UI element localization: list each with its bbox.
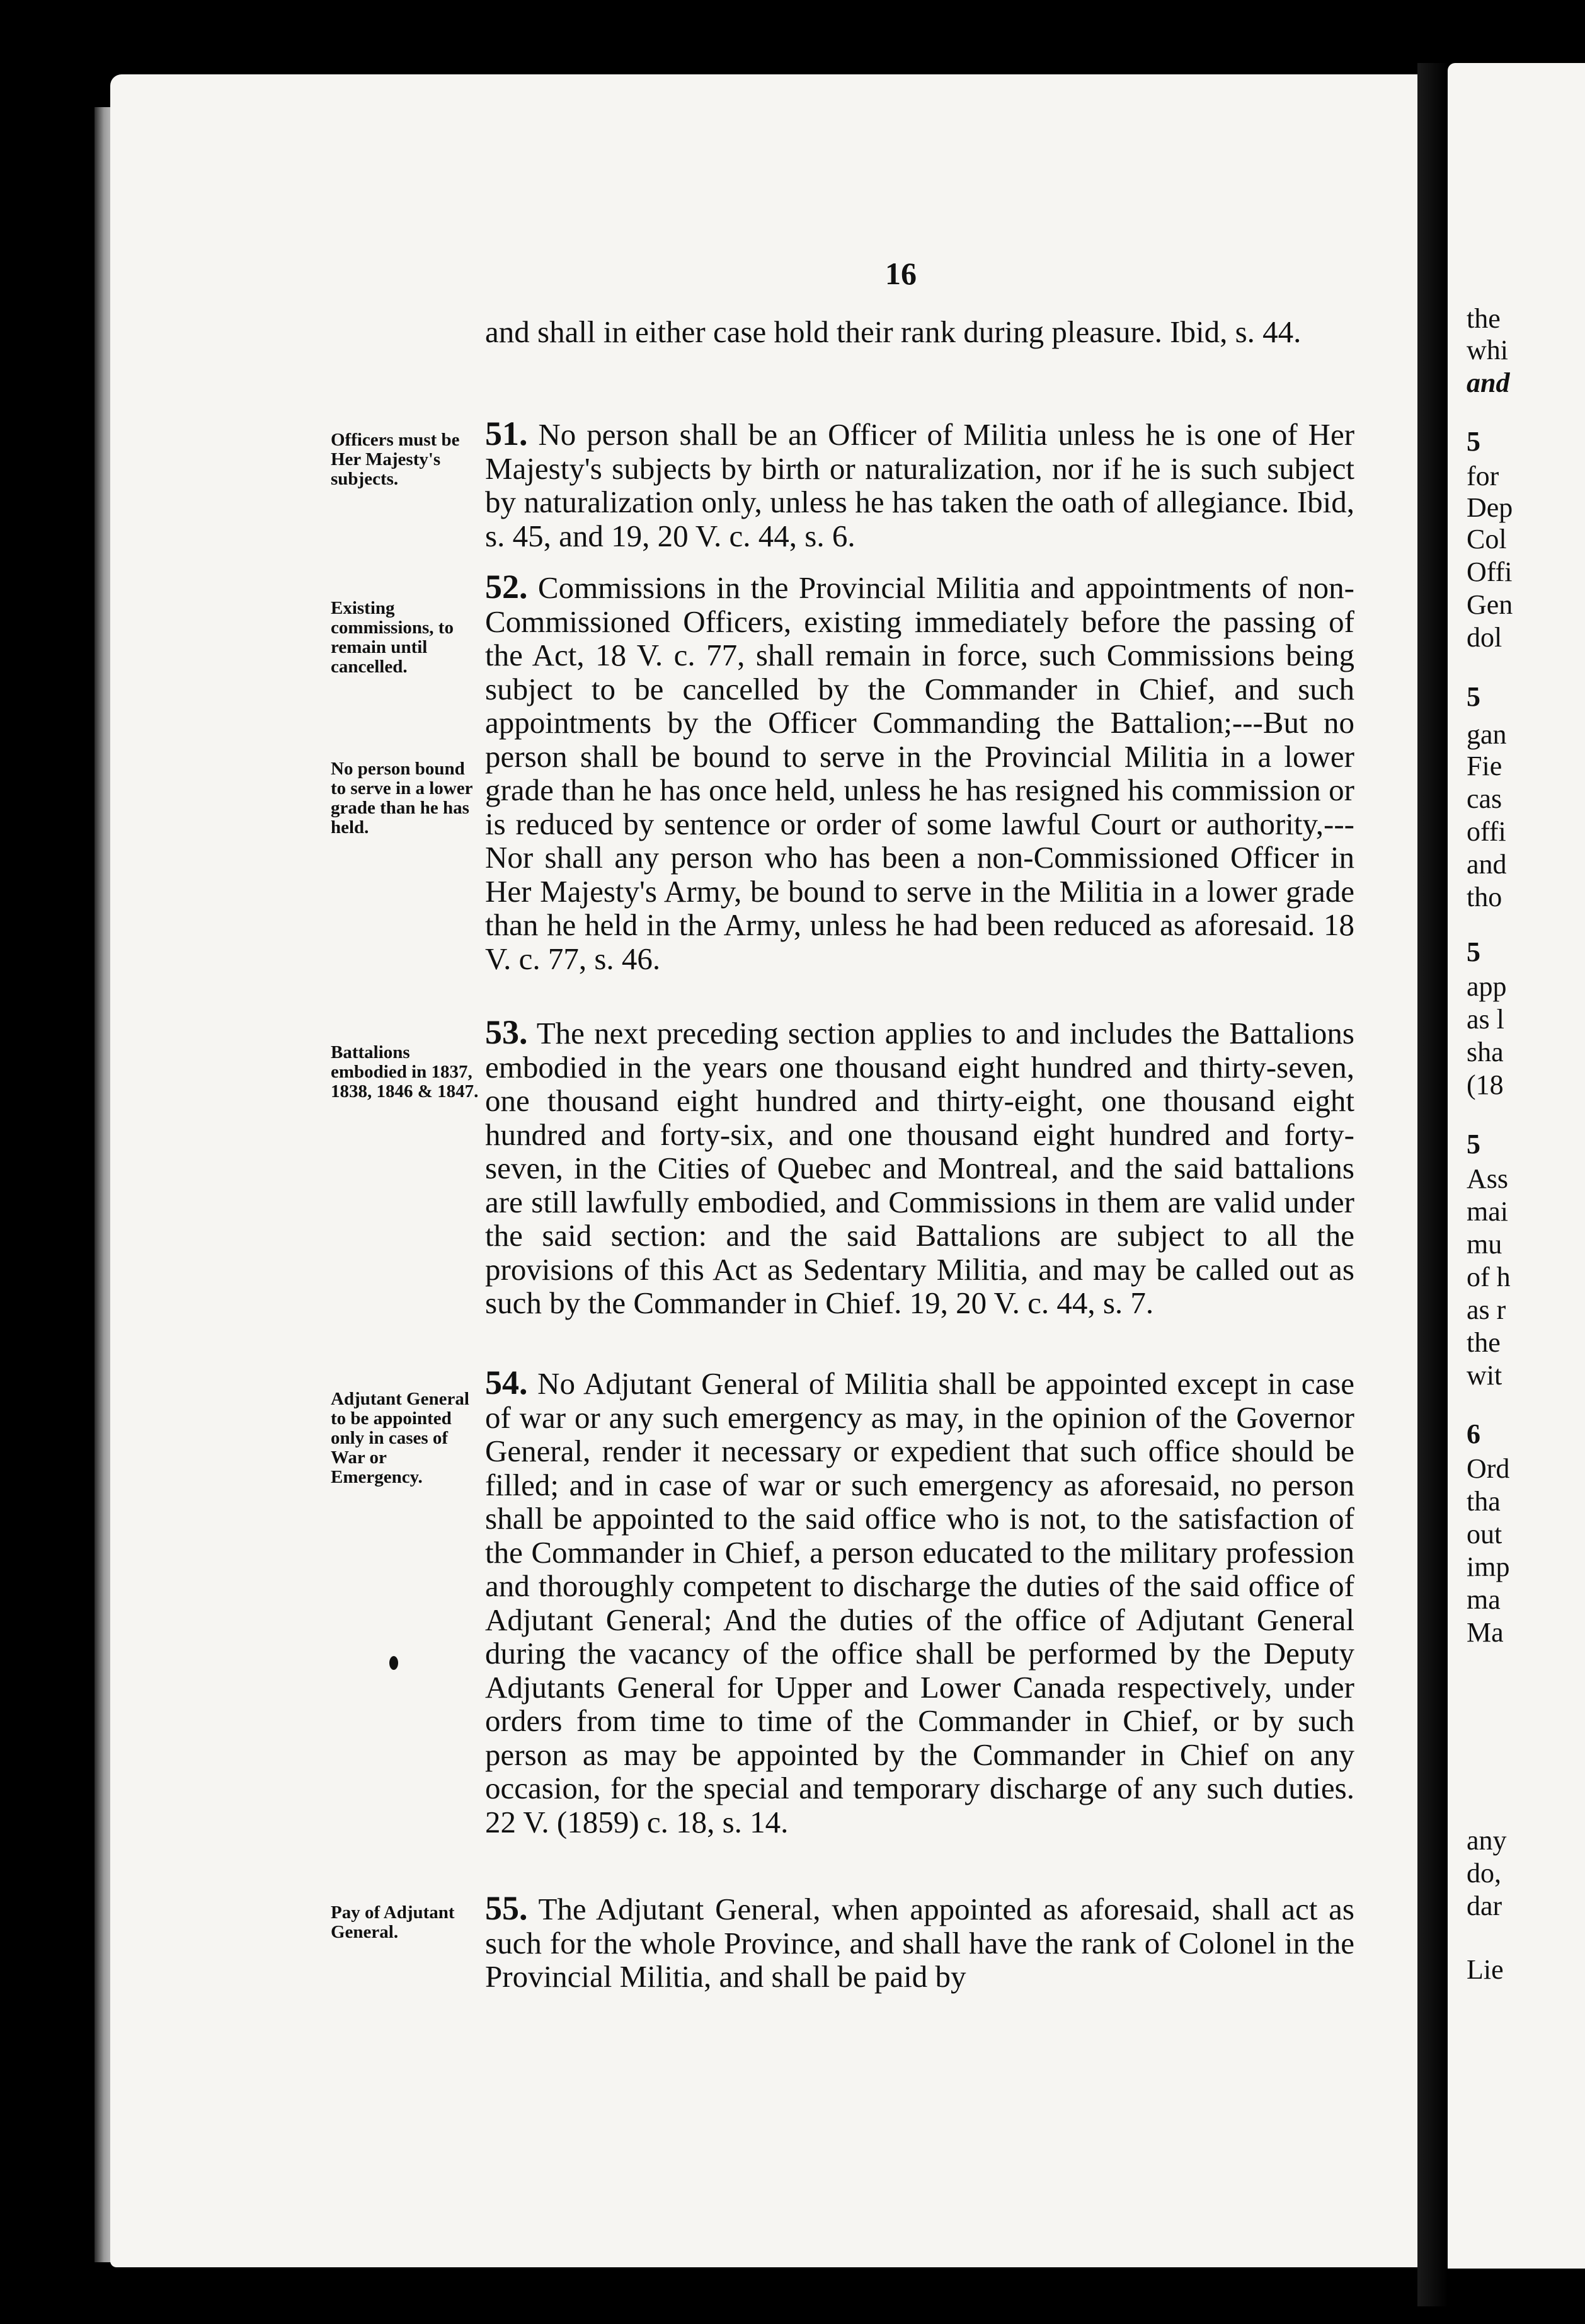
facing-fragment: 5 xyxy=(1467,936,1480,967)
facing-fragment: as l xyxy=(1467,1004,1504,1035)
section-number: 52. xyxy=(485,568,528,606)
facing-fragment: mu xyxy=(1467,1229,1502,1260)
facing-fragment: imp xyxy=(1467,1551,1510,1582)
facing-fragment: Lie xyxy=(1467,1954,1504,1985)
facing-fragment: whi xyxy=(1467,335,1508,365)
facing-fragment: ma xyxy=(1467,1584,1501,1615)
facing-fragment: and xyxy=(1467,849,1507,880)
section-number: 54. xyxy=(485,1364,528,1401)
book-gutter xyxy=(1417,63,1448,2306)
continuation-paragraph: and shall in either case hold their rank during pleasure. Ibid, s. 44. xyxy=(485,314,1302,349)
facing-fragment: do, xyxy=(1467,1858,1501,1889)
facing-fragment: tho xyxy=(1467,882,1502,912)
facing-fragment: 6 xyxy=(1467,1418,1480,1449)
facing-fragment: sha xyxy=(1467,1037,1504,1067)
facing-fragment: wit xyxy=(1467,1360,1502,1391)
facing-fragment: 5 xyxy=(1467,1129,1480,1159)
facing-fragment: Gen xyxy=(1467,589,1513,620)
margin-note-55: Pay of Adjutant General. xyxy=(331,1902,455,1942)
facing-fragment: out xyxy=(1467,1519,1502,1550)
facing-fragment: Ord xyxy=(1467,1453,1510,1484)
margin-note-54: Adjutant General to be appointed only in cases of War or Emergency. xyxy=(331,1389,469,1487)
section-text: No person shall be an Officer of Militia unless he is one of Her Majesty's subjects by birth or naturalization, nor if he is such subject by naturalization only, unless he has taken the oath of allegiance. Ibid, s. 45, and 19, 20 V. c. 44, s. 6. xyxy=(485,417,1355,553)
facing-fragment: as r xyxy=(1467,1294,1506,1325)
section-text: Commissions in the Provincial Militia and appointments of non-Commissioned Officers, existing immediately before the passing of the Act, 18 V. c. 77, shall remain in force, such Commissions being subject to be cancelled by the Commander in Chief, and such appointments by the Officer Commanding the Battalion;---But no person shall be bound to serve in the Provincial Militia in a lower grade than he has once held, unless he has resigned his commission or is reduced by sentence or order of some lawful Court or authority,---Nor shall any person who has been a non-Commissioned Officer in Her Majesty's Army, be bound to serve in the Militia in a lower grade than he held in the Army, unless he had been reduced as aforesaid. 18 V. c. 77, s. 46. xyxy=(485,570,1354,976)
section-number: 51. xyxy=(485,415,528,452)
facing-fragment: gan xyxy=(1467,719,1507,750)
margin-note-53: Battalions embodied in 1837, 1838, 1846 & 1847. xyxy=(331,1042,479,1102)
facing-fragment: app xyxy=(1467,971,1507,1002)
facing-fragment: dar xyxy=(1467,1890,1502,1921)
facing-fragment: Ass xyxy=(1467,1163,1509,1194)
facing-fragment: the xyxy=(1467,1327,1501,1358)
facing-fragment: dol xyxy=(1467,622,1502,653)
facing-fragment: Fie xyxy=(1467,751,1502,781)
section-text: No Adjutant General of Militia shall be appointed except in case of war or any such emergency as may, in the opinion of the Governor General, render it necessary or expedient that such office should be filled; and in case of war or such emergency as aforesaid, no person shall be appointed to the said office who is not, to the satisfaction of the Commander in Chief, a person educated to the military profession and thoroughly competent to discharge the duties of the said office of Adjutant General; And the duties of the office of Adjutant General during the vacancy of the office shall be performed by the Deputy Adjutants General for Upper and Lower Canada respectively, under orders from time to time of the Commander in Chief, or by such person as may be appointed by the Commander in Chief on any occasion, for the special and temporary discharge of any such duties. 22 V. (1859) c. 18, s. 14. xyxy=(485,1366,1355,1839)
facing-fragment: the xyxy=(1467,303,1501,334)
facing-fragment: tha xyxy=(1467,1486,1501,1517)
facing-fragment: any xyxy=(1467,1825,1507,1856)
page-number: 16 xyxy=(885,256,917,291)
section-51 xyxy=(485,417,1354,553)
facing-fragment: 5 xyxy=(1467,426,1480,457)
section-number: 55. xyxy=(485,1889,528,1927)
margin-note-52: Existing commissions, to remain until cancelled. xyxy=(331,598,454,677)
section-55 xyxy=(485,1889,1354,1994)
facing-fragment: (18 xyxy=(1467,1069,1504,1100)
facing-fragment: Ma xyxy=(1467,1617,1504,1648)
section-54 xyxy=(485,1366,1354,1839)
continuation-text xyxy=(485,315,1342,349)
section-number: 53. xyxy=(485,1013,528,1051)
facing-fragment: for xyxy=(1467,461,1499,492)
margin-note-51: Officers must be Her Majesty's subjects. xyxy=(331,430,460,489)
facing-page xyxy=(1448,63,1585,2269)
facing-fragment: offi xyxy=(1467,816,1506,847)
section-text: The next preceding section applies to and includes the Battalions embodied in the years one thousand eight hundred and thirty-seven, one thousand eight hundred and thirty-eight, one thousand eight hundred and forty-six, and one thousand eight hundred and forty-seven, in the Cities of Quebec and Montreal, and the said battalions are still lawfully embodied, and Commissions in them are valid under the said section: and the said Battalions are subject to all the provisions of this Act as Sedentary Militia, and may be called out as such by the Commander in Chief. 19, 20 V. c. 44, s. 7. xyxy=(485,1016,1354,1320)
ink-dot xyxy=(389,1656,398,1670)
facing-fragment: mai xyxy=(1467,1196,1508,1227)
facing-fragment: Offi xyxy=(1467,556,1513,587)
section-text: The Adjutant General, when appointed as aforesaid, shall act as such for the whole Province, and shall have the rank of Colonel in the Provincial Militia, and shall be paid by xyxy=(485,1892,1354,1994)
facing-fragment: Col xyxy=(1467,524,1507,555)
facing-fragment: of h xyxy=(1467,1262,1511,1292)
facing-fragment: Dep xyxy=(1467,492,1513,523)
section-52 xyxy=(485,570,1354,975)
facing-fragment: and xyxy=(1467,367,1510,398)
facing-fragment: 5 xyxy=(1467,681,1480,712)
facing-fragment: cas xyxy=(1467,783,1502,814)
margin-note-52b: No person bound to serve in a lower grade than he has held. xyxy=(331,759,472,837)
section-53 xyxy=(485,1013,1354,1320)
